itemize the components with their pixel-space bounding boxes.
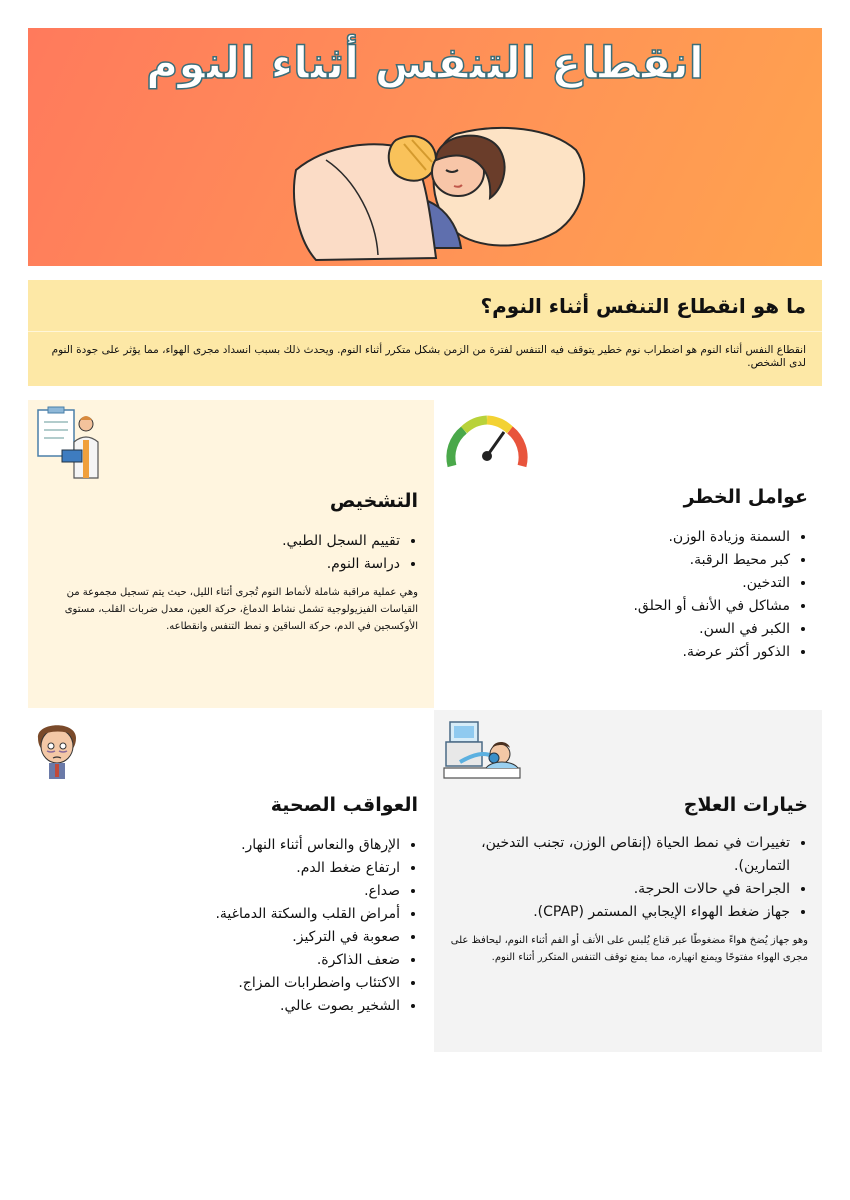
page-title: انقطاع التنفس أثناء النوم [145,38,705,89]
list-item: • صعوبة في التركيز. [28,926,400,949]
cpap-patient-icon [440,714,524,782]
treatment-list [436,832,808,924]
intro-heading: ما هو انقطاع التنفس أثناء النوم؟ [480,294,806,318]
tired-person-icon [32,716,82,780]
list-item: • الجراحة في حالات الحرجة. [436,878,790,901]
list-item: • التدخين. [440,572,790,595]
list-item: • صداع. [28,880,400,903]
list-item: • السمنة وزيادة الوزن. [440,526,790,549]
list-item: • الإرهاق والنعاس أثناء النهار. [28,834,400,857]
health-consequences-panel [28,710,434,1052]
list-item: • الذكور أكثر عرضة. [440,641,790,664]
consequences-list [28,834,418,1018]
diagnosis-list [28,530,418,576]
treatment-note: وهو جهاز يُضخ هواءً مضغوطًا عبر قناع يُلبس على الأنف أو الفم أثناء النوم، ليحافظ على مجرى الهواء مفتوحًا ويمنع انهياره، مما يمنع توقف التنفس المتكرر أثناء النوم. [450,935,808,963]
intro-divider [28,331,822,332]
list-item: • الاكتئاب واضطرابات المزاج. [28,972,400,995]
diagnosis-note: وهي عملية مراقبة شاملة لأنماط النوم تُجرى أثناء الليل، حيث يتم تسجيل مجموعة من القياسات الفيزيولوجية تشمل نشاط الدماغ، حركة العين، معدل ضربات القلب، مستوى الأوكسجين في الدم، حركة الساقين و نمط التنفس وانقطاعه. [64,587,418,632]
sleeping-person-illustration [286,120,592,266]
risk-list [440,526,808,664]
diagnosis-heading: التشخيص [329,490,418,512]
list-item: • ضعف الذاكرة. [28,949,400,972]
list-item: • ارتفاع ضغط الدم. [28,857,400,880]
list-item: • أمراض القلب والسكتة الدماغية. [28,903,400,926]
risk-gauge-icon [442,406,532,478]
list-item: • الكبر في السن. [440,618,790,641]
list-item: • تغييرات في نمط الحياة (إنقاص الوزن، تجنب التدخين، التمارين). [436,832,790,878]
risk-factors-panel [434,400,822,708]
intro-body: انقطاع النفس أثناء النوم هو اضطراب نوم خطير يتوقف فيه التنفس لفترة من الزمن بشكل متكرر أثناء النوم. ويحدث ذلك بسبب انسداد مجرى الهواء، مما يؤثر على جودة النوم لدى الشخص. [51,344,806,369]
list-item: • تقييم السجل الطبي. [28,530,400,553]
list-item: • مشاكل في الأنف أو الحلق. [440,595,790,618]
consequences-heading: العواقب الصحية [270,794,418,816]
list-item: • جهاز ضغط الهواء الإيجابي المستمر (CPAP). [436,901,790,924]
doctor-clipboard-icon [34,406,110,480]
intro-section [28,280,822,386]
diagnosis-panel [28,400,434,708]
risk-heading: عوامل الخطر [683,486,808,508]
treatment-options-panel [434,710,822,1052]
treatment-heading: خيارات العلاج [683,794,808,816]
header-banner [28,28,822,266]
list-item: • كبر محيط الرقبة. [440,549,790,572]
list-item: • الشخير بصوت عالي. [28,995,400,1018]
list-item: • دراسة النوم. [28,553,400,576]
